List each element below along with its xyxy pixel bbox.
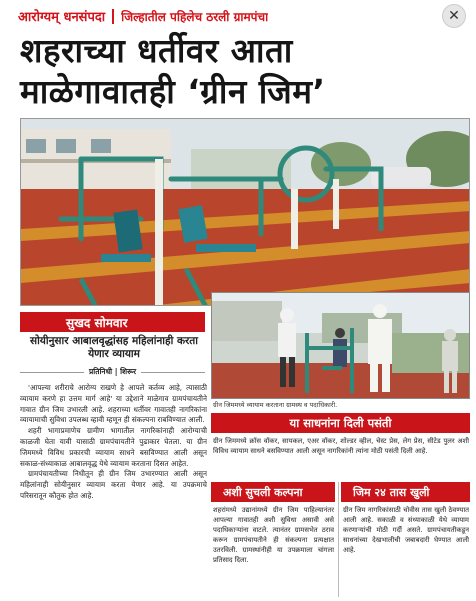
byline-rule-left <box>20 372 84 373</box>
article-paragraph: ग्रामपंचायतीच्या निधीतून ही ग्रीन जिम उभारण्यात आली असून महिलांनाही सोयीनुसार व्यायाम करता येणार आहे. या उपक्रमाचे परिसरातून कौतुक होत आहे. <box>20 469 207 500</box>
headline-line-2: माळेगावातही ‘ग्रीन जिम’ <box>20 72 326 111</box>
byline-rule-right <box>141 372 205 373</box>
section-text-open-hours: ग्रीन जिम नागरिकांसाठी चोवीस तास खुली ठेवण्यात आली आहे. सकाळी व संध्याकाळी येथे व्यायाम करणाऱ्यांची मोठी गर्दी असते. ग्रामपंचायतीकडून साधनांच्या देखभालीची जबाबदारी घेण्यात आली आहे. <box>343 506 469 554</box>
kicker-label: सुखद सोमवार <box>20 312 205 332</box>
column-divider <box>338 482 339 597</box>
section-divider <box>112 9 114 24</box>
article-paragraph: शहरी भागाप्रमाणेच ग्रामीण भागातील नागरिकांनाही आरोग्याची काळजी घेता यावी यासाठी ग्रामपंचायतीने पुढाकार घेतला. या ग्रीन जिममध्ये विविध प्रकारची व्यायाम साधने बसविण्यात आली असून सकाळ-संध्याकाळ आबालवृद्ध येथे व्यायाम करताना दिसत आहेत. <box>20 426 207 468</box>
byline-text: प्रतिनिधी | शिरूर <box>88 367 137 376</box>
section-header-open-hours: जिम २४ तास खुली <box>341 482 470 502</box>
section-label: आरोग्यम् धनसंपदा <box>18 10 106 25</box>
close-icon[interactable]: ✕ <box>442 4 466 28</box>
sub-headline: सोयीनुसार आबालवृद्धांसह महिलांनाही करता येणार व्यायाम <box>29 335 199 360</box>
secondary-photo <box>211 292 470 399</box>
headline-line-1: शहराच्या धर्तीवर आता <box>20 31 293 70</box>
main-photo <box>20 118 470 306</box>
section-header-idea: अशी सुचली कल्पना <box>211 482 335 502</box>
section-tagline: जिल्हातील पहिलेच ठरली ग्रामपंचा <box>121 9 269 24</box>
green-gym-photo <box>21 119 470 306</box>
section-strip <box>18 6 468 26</box>
byline <box>20 365 205 379</box>
article-paragraph: 'आपल्या शरीराचे आरोग्य राखणे हे आपले कर्तव्य आहे, त्यासाठी व्यायाम करणे हा उत्तम मार्ग आहे' या उद्देशाने माळेगाव ग्रामपंचायतीने गावात ग्रीन जिम उभारली आहे. शहराच्या धर्तीवर गावातही नागरिकांना व्यायामाची सुविधा उपलब्ध व्हावी म्हणून ही संकल्पना राबविण्यात आली. <box>20 383 207 425</box>
photo-caption: ग्रीन जिममध्ये व्यायाम करताना ग्रामस्थ व पदाधिकारी. <box>213 401 338 409</box>
people-exercising-photo <box>212 293 470 399</box>
headline <box>20 30 460 112</box>
article-body <box>20 383 207 597</box>
section-text-equipment: ग्रीन जिममध्ये क्रॉस वॉकर, सायकल, एअर वॉकर, शोल्डर व्हील, चेस्ट प्रेस, लेग प्रेस, सीटेड पुलर अशी विविध व्यायाम साधने बसविण्यात आली असून नागरिकांनी त्यांना मोठी पसंती दिली आहे. <box>213 437 469 455</box>
section-text-idea: शहरांमध्ये उद्यानांमध्ये ग्रीन जिम पाहिल्यानंतर आपल्या गावातही अशी सुविधा असावी असे पदाधिकाऱ्यांना वाटले. त्यानंतर ग्रामसभेत ठराव करून ग्रामपंचायतीने ही संकल्पना प्रत्यक्षात उतरविली. ग्रामस्थांनीही या उपक्रमाला चांगला प्रतिसाद दिला. <box>213 506 334 564</box>
section-header-equipment: या साधनांना दिली पसंती <box>211 413 470 433</box>
